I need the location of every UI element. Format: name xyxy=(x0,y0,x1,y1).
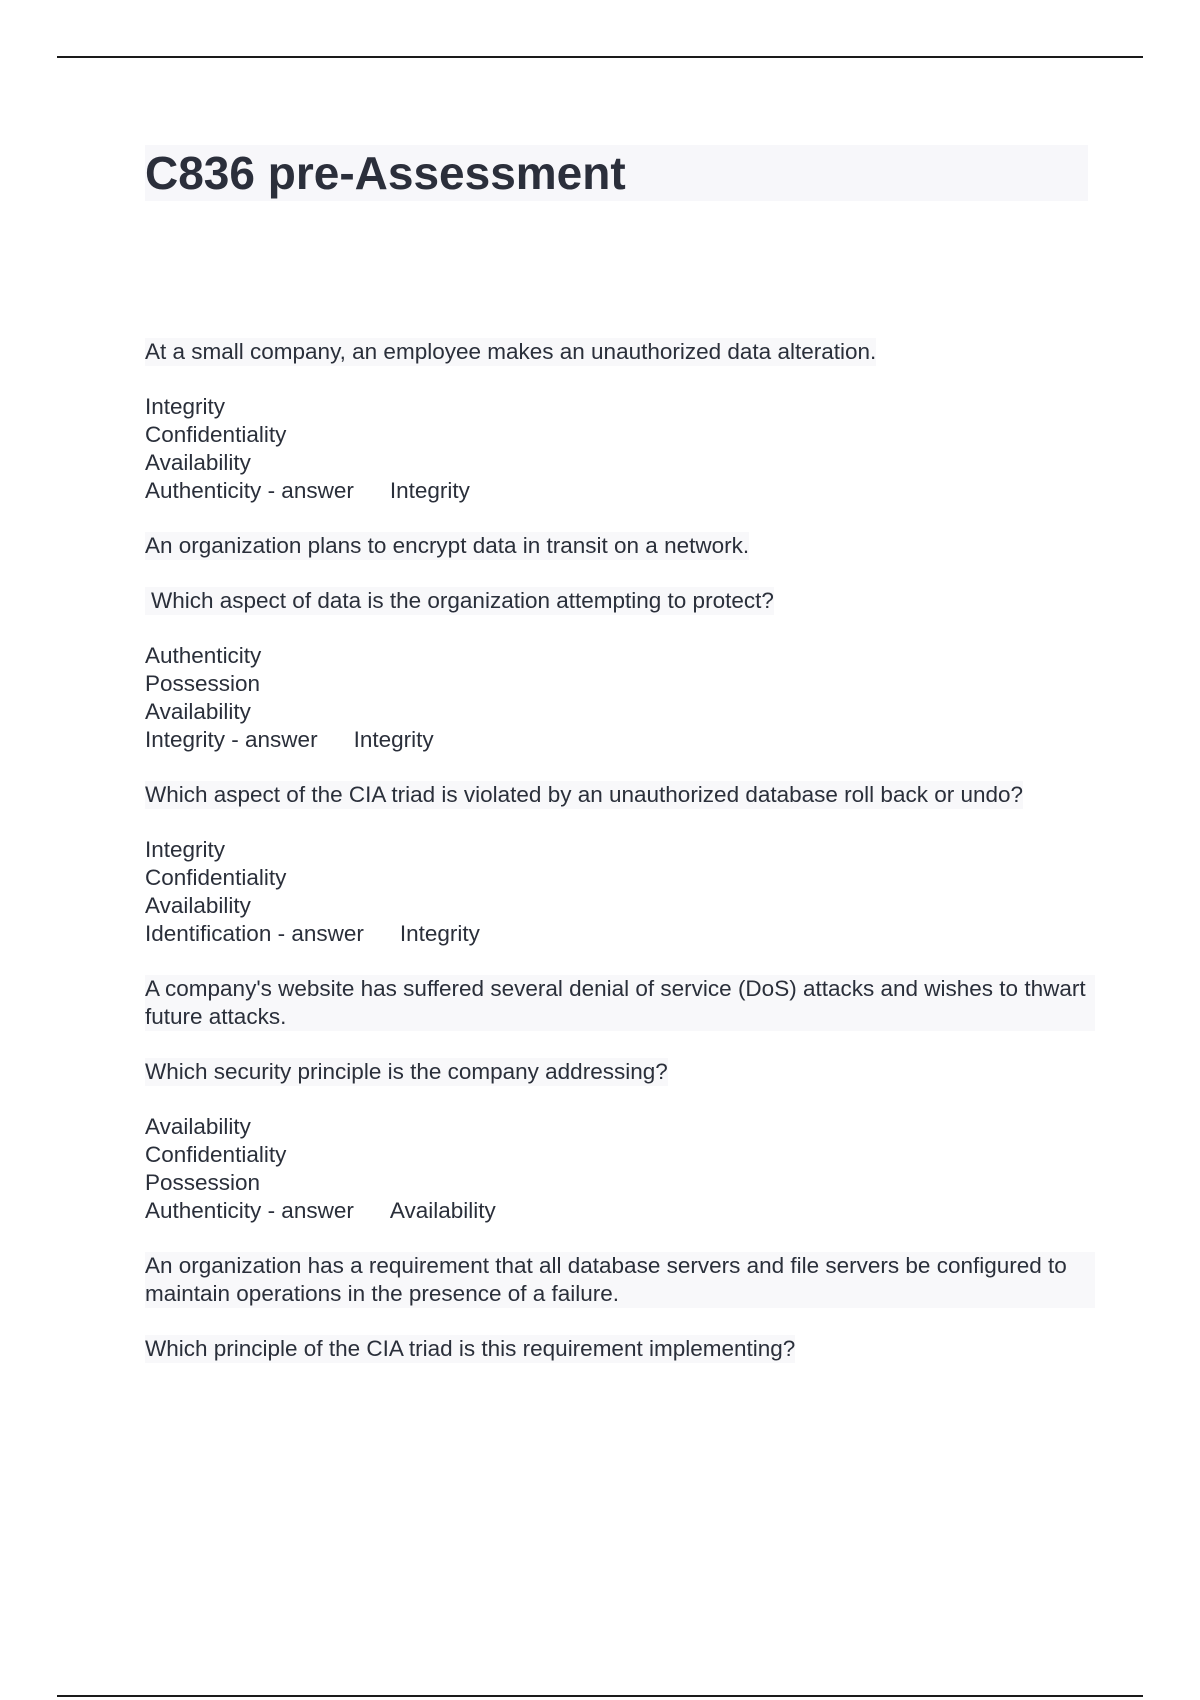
option: Confidentiality xyxy=(145,1142,287,1167)
answer-line xyxy=(145,726,1095,754)
answer-value: Integrity xyxy=(399,921,480,946)
question-4-context xyxy=(145,975,1095,1031)
option: Authenticity xyxy=(145,643,262,668)
question-context: An organization has a requirement that all database servers and file servers be configured to maintain operations in the presence of a failure. xyxy=(145,1252,1095,1308)
option-with-answer-label: Authenticity - answer xyxy=(145,478,354,503)
option-with-answer-label: Identification - answer xyxy=(145,921,364,946)
answer-line xyxy=(145,920,1095,948)
question-2 xyxy=(145,587,1095,615)
option: Integrity xyxy=(145,394,226,419)
option-with-answer-label: Integrity - answer xyxy=(145,727,318,752)
option: Confidentiality xyxy=(145,865,287,890)
question-context: A company's website has suffered several denial of service (DoS) attacks and wishes to thwart future attacks. xyxy=(145,975,1095,1031)
options-3 xyxy=(145,836,1095,948)
option: Availability xyxy=(145,699,251,724)
answer-value: Integrity xyxy=(353,727,434,752)
question-5-context xyxy=(145,1252,1095,1308)
question-3 xyxy=(145,781,1095,809)
question-text: At a small company, an employee makes an unauthorized data alteration. xyxy=(145,339,877,364)
option: Confidentiality xyxy=(145,422,287,447)
answer-value: Availability xyxy=(389,1198,496,1223)
answer-line xyxy=(145,477,1095,505)
option: Availability xyxy=(145,1114,251,1139)
options-4 xyxy=(145,1113,1095,1225)
question-text: Which aspect of data is the organization attempting to protect? xyxy=(145,587,774,615)
option-with-answer-label: Authenticity - answer xyxy=(145,1198,354,1223)
question-4 xyxy=(145,1058,1095,1086)
answer-value: Integrity xyxy=(389,478,470,503)
options-1 xyxy=(145,393,1095,505)
option: Possession xyxy=(145,671,261,696)
document-body xyxy=(145,338,1095,1390)
option: Availability xyxy=(145,893,251,918)
option: Integrity xyxy=(145,837,226,862)
page-title: C836 pre-Assessment xyxy=(145,147,626,199)
option: Availability xyxy=(145,450,251,475)
question-text: Which principle of the CIA triad is this requirement implementing? xyxy=(145,1336,796,1361)
footer-rule xyxy=(57,1695,1143,1697)
question-context: An organization plans to encrypt data in transit on a network. xyxy=(145,533,750,558)
question-5 xyxy=(145,1335,1095,1363)
question-1 xyxy=(145,338,1095,366)
question-text: Which security principle is the company addressing? xyxy=(145,1059,668,1084)
options-2 xyxy=(145,642,1095,754)
option: Possession xyxy=(145,1170,261,1195)
question-text: Which aspect of the CIA triad is violated by an unauthorized database roll back or undo? xyxy=(145,782,1024,807)
header-rule xyxy=(57,56,1143,58)
answer-line xyxy=(145,1197,1095,1225)
question-2-context xyxy=(145,532,1095,560)
